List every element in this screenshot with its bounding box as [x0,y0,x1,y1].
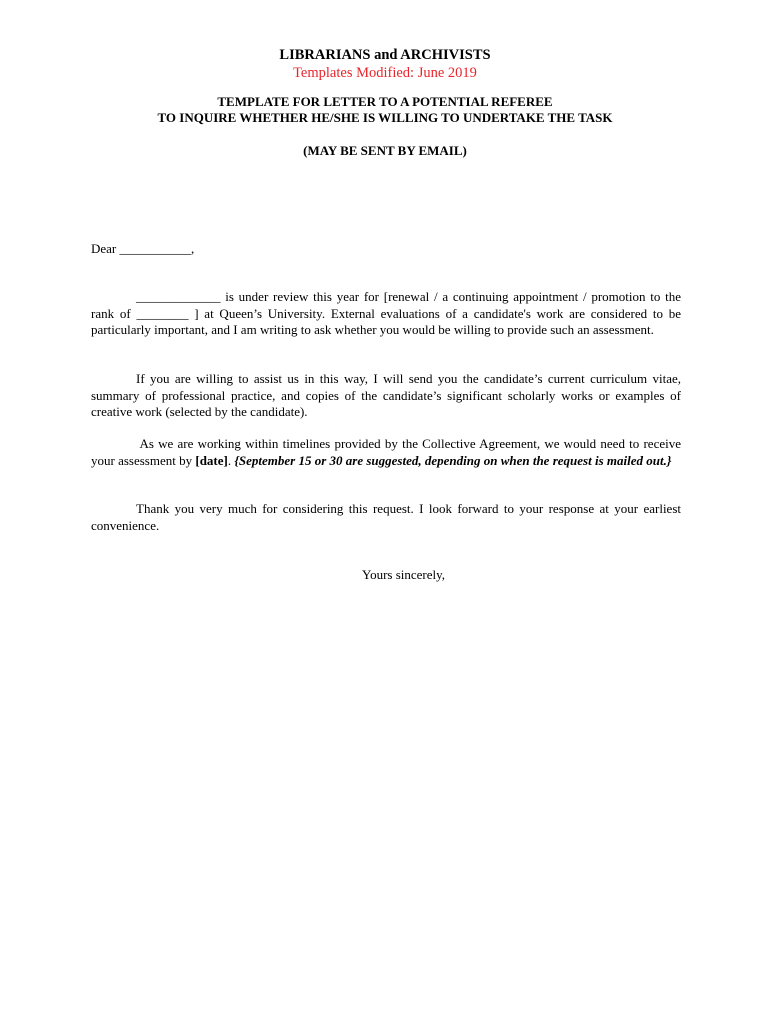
signoff: Yours sincerely, [362,567,446,582]
paragraph-timeline [91,436,681,469]
paragraph-timeline-text: As we are working within timelines provided by the Collective Agreement, we would need to receive your assessment by [91,436,681,468]
template-modified-date: Templates Modified: June 2019 [293,65,477,81]
paragraph-thanks-text: Thank you very much for considering this request. I look forward to your response at your earliest convenience. [91,501,681,533]
email-note: (MAY BE SENT BY EMAIL) [303,143,467,158]
paragraph-materials-text: If you are willing to assist us in this way, I will send you the candidate’s current curriculum vitae, summary of professional practice, and copies of the candidate’s significant scholarly works or examples of creative work (selected by the candidate). [91,371,681,419]
date-suggestion-note: {September 15 or 30 are suggested, depending on when the request is mailed out.} [234,452,672,468]
paragraph-review-request [91,289,681,339]
document-title: LIBRARIANS and ARCHIVISTS [279,47,491,63]
paragraph-review-request-text: _____________ is under review this year for [renewal / a continuing appointment / promotion to the rank of ________ ] at Queen’s University. External evaluations of a candidate's work are considered to be particularly important, and I am writing to ask whether you would be willing to provide such an assessment. [91,289,681,337]
paragraph-thanks [91,501,681,534]
paragraph-timeline-punct: . [227,452,235,468]
date-placeholder: [date] [195,452,228,468]
template-heading-line-2: TO INQUIRE WHETHER HE/SHE IS WILLING TO UNDERTAKE THE TASK [157,110,613,125]
paragraph-materials [91,371,681,421]
salutation: Dear ___________, [91,241,195,256]
template-heading-line-1: TEMPLATE FOR LETTER TO A POTENTIAL REFEREE [217,94,553,109]
